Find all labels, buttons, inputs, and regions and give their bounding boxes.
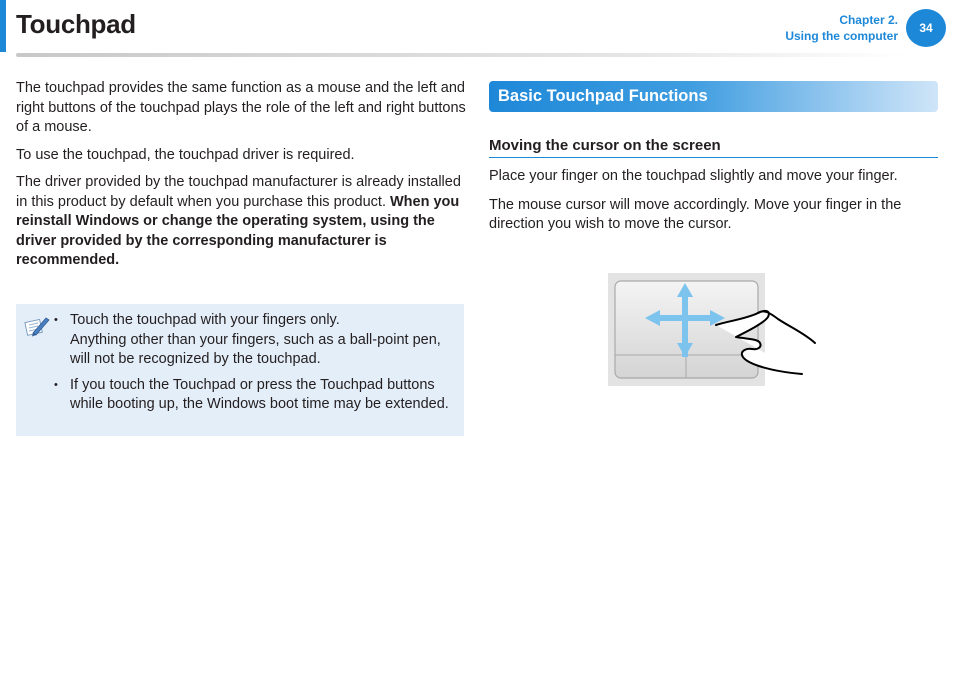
header-accent-bar — [0, 0, 6, 52]
chapter-number: Chapter 2. — [839, 13, 898, 27]
chapter-label — [785, 12, 898, 44]
driver-recommendation: When you reinstall Windows or change the operating system, using the driver provided by the corresponding manufacturer is recommended. — [16, 193, 460, 268]
note-item-text: • If you touch the Touchpad or press the Touchpad buttons while booting up, the Windows boot time may be extended. — [70, 376, 449, 412]
cursor-paragraph: The mouse cursor will move accordingly. Move your finger in the direction you wish to move the cursor. — [489, 196, 902, 232]
instruction-paragraph: Place your finger on the touchpad slightly and move your finger. — [489, 168, 898, 184]
note-box — [16, 304, 464, 436]
driver-paragraph — [16, 173, 466, 271]
touchpad-illustration — [608, 273, 818, 387]
note-item-text: • Touch the touchpad with your fingers only. — [70, 312, 340, 328]
right-column — [489, 81, 938, 235]
driver-required-paragraph: To use the touchpad, the touchpad driver is required. — [16, 146, 355, 163]
section-title: Basic Touchpad Functions — [489, 81, 938, 112]
note-list — [54, 311, 459, 421]
note-item — [54, 311, 459, 370]
page-number-badge: 34 — [906, 9, 946, 47]
chapter-subtitle: Using the computer — [785, 29, 898, 43]
subsection-heading: Moving the cursor on the screen — [489, 137, 938, 158]
note-item — [54, 376, 459, 415]
note-item-detail: Anything other than your fingers, such as a ball-point pen, will not be recognized by the touchpad. — [70, 331, 441, 367]
intro-paragraph: The touchpad provides the same function as a mouse and the left and right buttons of the touchpad plays the role of the left and right buttons of a mouse. — [16, 80, 466, 135]
header-divider — [16, 53, 906, 57]
page-title: Touchpad — [16, 9, 136, 39]
driver-text: The driver provided by the touchpad manufacturer is already installed in this product by default when you purchase this product. — [16, 174, 461, 210]
note-pencil-icon — [24, 313, 50, 339]
left-column — [16, 79, 466, 279]
